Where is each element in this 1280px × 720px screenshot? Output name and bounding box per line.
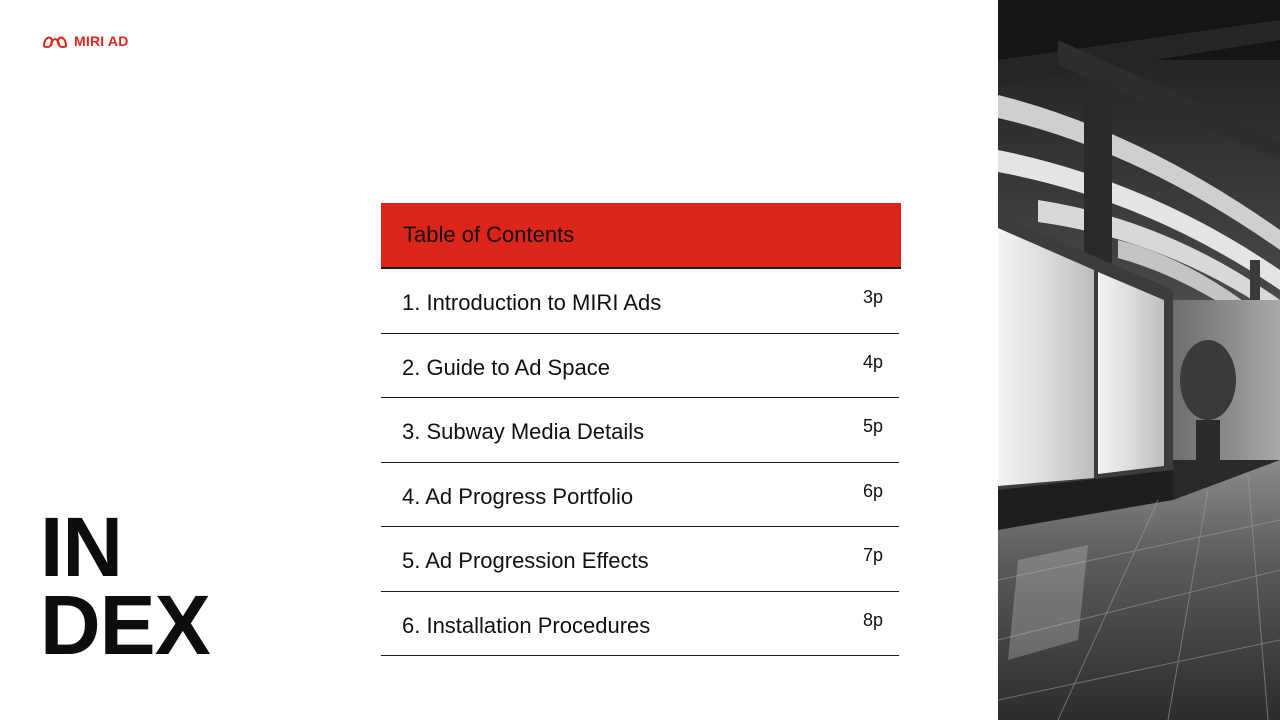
toc-item[interactable] <box>381 527 899 592</box>
page-title <box>40 500 210 672</box>
toc-item[interactable] <box>381 592 899 657</box>
table-of-contents <box>381 203 901 656</box>
toc-item-page: 3p <box>862 287 883 307</box>
toc-item-label: 6. Installation Procedures <box>402 612 651 638</box>
toc-item-page: 6p <box>862 480 883 501</box>
page-title-line-2: DEX <box>40 578 210 672</box>
toc-item-label: 4. Ad Progress Portfolio <box>402 483 634 509</box>
brand-name: MIRI AD <box>74 33 129 49</box>
toc-item-page: 4p <box>862 351 883 372</box>
brand-logo[interactable] <box>42 32 129 50</box>
toc-item-label: 1. Introduction to MIRI Ads <box>402 290 662 315</box>
subway-station-image <box>998 0 1280 720</box>
page-title-line-1: IN <box>40 500 122 594</box>
toc-item-label: 5. Ad Progression Effects <box>402 548 649 573</box>
toc-item[interactable] <box>381 398 899 463</box>
toc-item-label: 3. Subway Media Details <box>402 419 645 444</box>
toc-header <box>381 203 901 269</box>
miri-logo-icon <box>42 32 68 50</box>
subway-station-photo <box>998 0 1280 720</box>
toc-item-page: 8p <box>862 609 883 630</box>
toc-item-page: 5p <box>862 416 883 436</box>
toc-item-label: 2. Guide to Ad Space <box>402 354 610 380</box>
toc-item[interactable] <box>381 269 899 334</box>
toc-heading: Table of Contents <box>403 222 575 247</box>
toc-item[interactable] <box>381 463 899 528</box>
toc-item-page: 7p <box>862 545 883 565</box>
toc-item[interactable] <box>381 334 899 399</box>
